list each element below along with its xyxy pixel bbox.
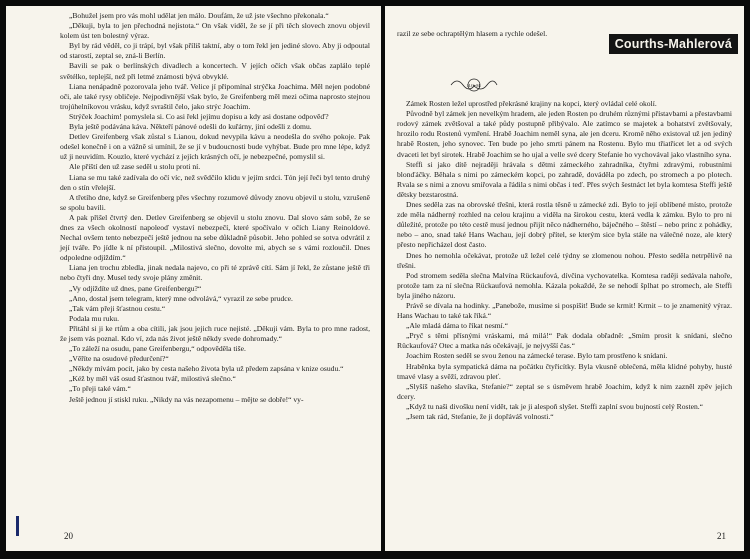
paragraph: Bavili se pak o berlínských divadlech a koncertech. V jejích očích však občas zaplálo teplé světélko, teplejší, než při letmé známosti bývá obvyklé. bbox=[60, 61, 370, 81]
paragraph: „Slyšíš našeho slavíka, Stefanie?“ zeptal se s úsměvem hrabě Joachim, když k nim zazněl zpěv jejich dcery. bbox=[397, 381, 732, 401]
paragraph: „Vy odjíždíte už dnes, pane Greifenbergu?“ bbox=[69, 283, 202, 293]
paragraph: Pod stromem seděla slečna Malvína Rückaufová, dívčina vychovatelka. Komtesa raději sedávala nahoře, protože tam za ní slečna Rückaufová nemohla. Kázala pokaždé, že se nehodí šplhat po stromech, ale Steffi byla jiného názoru. bbox=[397, 270, 732, 300]
paragraph: „Kéž by měl váš osud šťastnou tvář, milostivá slečno.“ bbox=[69, 374, 236, 384]
paragraph: Liana nenápadně pozorovala jeho tvář. Velice jí připomínal strýčka Joachima. Měl nejen podobné oči, ale také rysy obličeje. Nejpodivnější však bylo, že Greifenberg měl mezi očima naprosto stejnou trojúhelníkovou vrásku, když svraštil čelo, jako strýc Joachim. bbox=[60, 81, 370, 111]
paragraph: A pak přišel čtvrtý den. Detlev Greifenberg se objevil u stolu znovu. Dal slovo sám sobě, že se dnes za všech okolností napoleoď vystaví nebezpečí, které spočívalo v očích Liany Reinoldové. Nechal ovšem tento nebezpečí ještě jednou na sebe důkladně působit. Jeho pohled se sotva odvrátil z její tváře. Po jídle k ní přistoupil. „Milostivá slečno, dovolte mi, abych se s vámi rozloučil. Dnes odpoledne odjíždím.“ bbox=[60, 212, 370, 263]
left-page bbox=[6, 6, 382, 551]
paragraph: Hraběnka byla sympatická dáma na počátku čtyřicítky. Byla vkusně oblečená, měla klidné pohyby, husté tmavé vlasy a svěží, zdravou pleť. bbox=[397, 361, 732, 381]
paragraph: „Pryč s těmi přísnými vráskami, má milá!“ Pak dodala obřadně: „Smím prosit k snídani, slečno Rückaufová? Otec a matka nás očekávají, je nejvyšší čas.“ bbox=[397, 331, 732, 351]
paragraph: Dnes seděla zas na obrovské třešni, která rostla těsně u zámecké zdi. Bylo to její oblíbené místo, protože zde měla nádherný rozhled na celou krajinu a viděla na širokou cestu, která vedla k zámku. Bylo to pro ni důležité, protože po této cestě musí jednou přijít něco nádherného, báječného – štěstí – nebo princ z pohádky, nebo – ano, snad také Hans Wachau, její dobrý přítel, se kterým sice byla stále na válečné noze, ale který přesto nepřicházel dost často. bbox=[397, 200, 732, 250]
paragraph: „Věříte na osudové předurčení?“ bbox=[69, 354, 169, 364]
paragraph: Podala mu ruku. bbox=[69, 313, 119, 323]
paragraph: Detlev Greifenberg však zůstal s Lianou, dokud nevypila kávu a neodešla do svého pokoje. Pak odešel konečně i on a vážně si umínil, že se jí v budoucnosti bude vyhýbat. Bude pro mne lépe, když už ji neuvidím. Kouzlo, které vychází z jejích krásných očí, je nebezpečné, pomyslil si. bbox=[60, 132, 370, 162]
paragraph: „Někdy mívám pocit, jako by cesta našeho života byla už předem zapsána v knize osudu.“ bbox=[69, 364, 344, 374]
left-page-number: 20 bbox=[64, 531, 73, 541]
paragraph: „Ano, dostal jsem telegram, který mne odvolává,“ vyrazil ze sebe prudce. bbox=[69, 293, 293, 303]
paragraph: Přitáhl si ji ke rtům a oba cítili, jak jsou jejich ruce nejisté. „Děkuji vám. Byla to pro mne radost, že jsem vás poznal. Kdo ví, zda nás život ještě někdy svede dohromady.“ bbox=[60, 323, 370, 343]
right-page-number: 21 bbox=[717, 531, 726, 541]
ornament-monogram: H.C.-M. bbox=[466, 83, 482, 88]
paragraph: „Ale mladá dáma to říkat nesmí.“ bbox=[406, 321, 509, 331]
paragraph: Byla ještě podávána káva. Někteří pánové odešli do kuřárny, jiní odešli z domu. bbox=[69, 122, 312, 132]
paragraph: Steffi si jako dítě nejraději hrávala s dětmi zámeckého zahradníka, čtyřmi zdravými, robustními blonďáčky. Běhala s nimi po zámeckém kopci, po zahradě, dováděla po zdech, po stromech a po plotech. Rvala se s nimi a znovu smiřovala a řádila s nimi občas i teď. Přes svých šestnáct let byla komtesa Steffi ještě dětsky bezstarostná. bbox=[397, 159, 732, 199]
paragraph: A třetího dne, když se Greifenberg přes všechny rozumové důvody znovu objevil u stolu, vzrušeně se spolu bavili. bbox=[60, 192, 370, 212]
binding-mark bbox=[16, 516, 19, 536]
left-page-text bbox=[60, 11, 370, 405]
paragraph: „To přeji také vám.“ bbox=[69, 384, 131, 394]
paragraph: Právě se dívala na hodinky. „Panebože, musíme si pospíšit! Bude se krmit! Krmit – to je znamenitý výraz. Hans Wachau to také tak říká.“ bbox=[397, 300, 732, 321]
paragraph: Zámek Rosten ležel uprostřed překrásné krajiny na kopci, který ovládal celé okolí. bbox=[406, 99, 657, 109]
series-label: Courths-Mahlerová bbox=[609, 34, 738, 54]
paragraph: Liana jen trochu zbledla, jinak nedala najevo, co při té zprávě cítí. Sám jí řekl, že zůstane ještě tři nebo čtyři dny. Musel tedy svoje plány změnit. bbox=[60, 263, 370, 283]
paragraph: „Jsem tak rád, Stefanie, že ji dopřáváš volnosti.“ bbox=[406, 412, 554, 421]
paragraph: „Děkuji, byla to jen přechodná nejistota.“ On však viděl, že se jí při těch slovech znovu objevil kolem úst ten bolestný výraz. bbox=[60, 21, 370, 41]
paragraph: „Když tu naši divošku není vidět, tak je ji alespoň slyšet. Steffi zaplní svou bujností celý Rosten.“ bbox=[406, 401, 704, 411]
paragraph: „Bohužel jsem pro vás mohl udělat jen málo. Doufám, že už jste všechno překonala.“ bbox=[69, 11, 329, 20]
right-page-text bbox=[397, 29, 732, 422]
paragraph: razil ze sebe ochraptělým hlasem a rychle odešel. bbox=[397, 29, 548, 38]
paragraph: Ještě jednou jí stiskl ruku. „Nikdy na vás nezapomenu – mějte se dobře!“ vy- bbox=[69, 394, 304, 404]
paragraph: Ale příští den už zase seděl u stolu proti ní. bbox=[69, 162, 201, 172]
paragraph: Byl by rád věděl, co ji trápí, byl však příliš taktní, aby o tom řekl jen jediné slovo. Aby ji odpoutal od starostí, zeptal se, zná-li Berlín. bbox=[60, 41, 370, 61]
paragraph: „Tak vám přeji šťastnou cestu.“ bbox=[69, 303, 166, 313]
chapter-break-space bbox=[397, 39, 732, 99]
paragraph: Strýček Joachim! pomyslela si. Co asi řekl jejímu dopisu a kdy asi dostane odpověď? bbox=[69, 111, 329, 121]
paragraph: Joachim Rosten seděl se svou ženou na zámecké terase. Bylo tam prostřeno k snídani. bbox=[406, 351, 668, 361]
paragraph: Původně byl zámek jen nevelkým hradem, ale jeden Rosten po druhém různými přístavbami a přestavbami rodový zámek zvětšoval a také půdy postupně přibývalo. Ale zatímco se majetek a bohatství zvětšovaly, hrozilo rodu Rostenů vymření. Hrabě Joachim neměl syna, ale jen dceru. Kromě něho existoval už jen jediný hrabě Rosten, jeho synovec. Ten bude po jeho smrti pánem na Rostenu. Bylo mu třiatřicet let a od svých dvaceti let byl sirotek. Hrabě Joachim se ho ujal a velle své dcery Stefanie ho vychovával jako vlastního syna. bbox=[397, 109, 732, 159]
right-page bbox=[385, 6, 744, 551]
paragraph: Dnes ho nemohla očekávat, protože už ležel celé týdny se zlomenou nohou. Přesto seděla netrpělivě na třešni. bbox=[397, 250, 732, 270]
paragraph: „To záleží na osudu, pane Greifenbergu,“ odpověděla tiše. bbox=[69, 344, 246, 354]
paragraph: Liana se mu také zadívala do očí víc, než svědčilo klidu v jejím srdci. Tón její řeči byl tento druhý den o stín vřelejší. bbox=[60, 172, 370, 192]
